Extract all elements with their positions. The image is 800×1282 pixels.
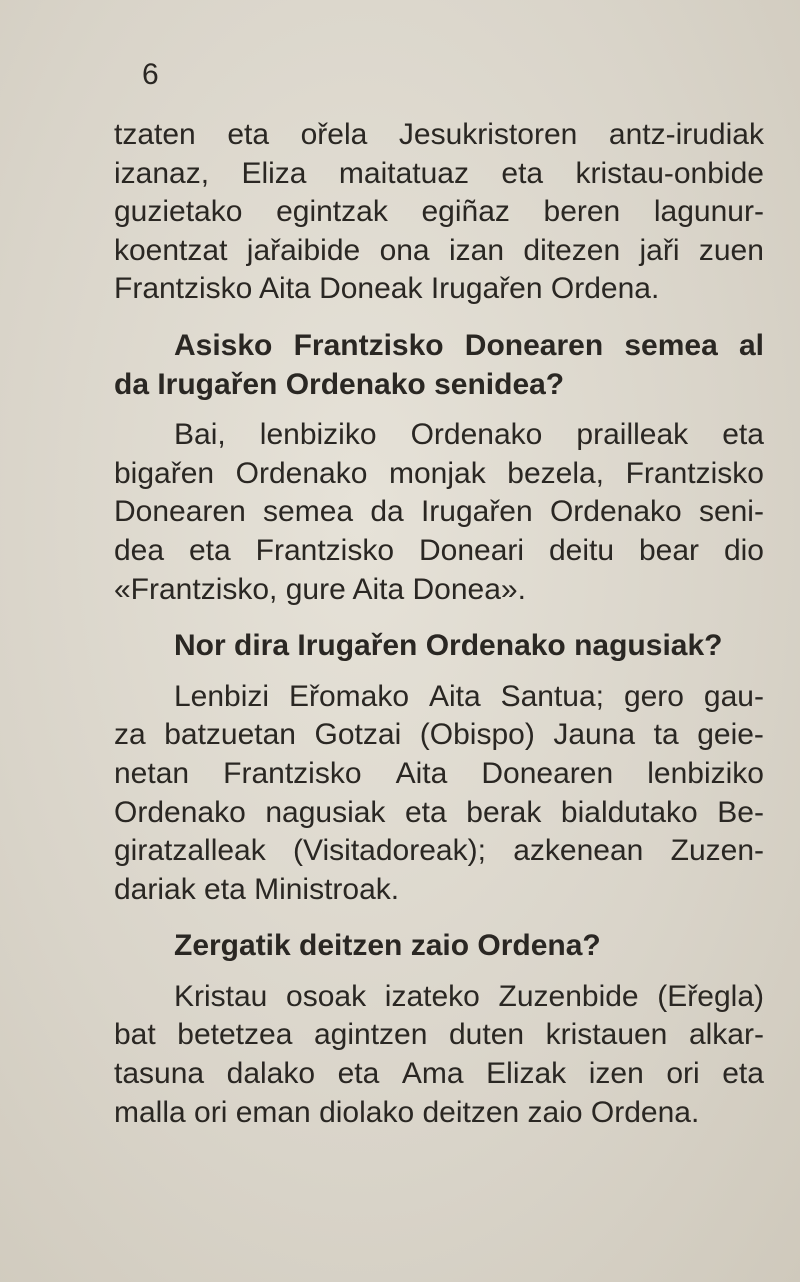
text-line: tasuna dalako eta Ama Elizak izen ori eta <box>114 1057 764 1091</box>
paragraph-gap <box>114 609 764 627</box>
text-line: «Frantzisko, gure Aita Donea». <box>114 572 526 606</box>
paragraph-gap <box>114 404 764 416</box>
text-line: Asisko Frantzisko Donearen semea al <box>174 328 764 362</box>
text-line: Donearen semea da Irugařen Ordenako seni- <box>114 495 764 529</box>
question-heading <box>114 327 764 404</box>
text-line: bigařen Ordenako monjak bezela, Frantzisko <box>114 456 764 490</box>
paragraph-gap <box>114 666 764 678</box>
text-line: za batzuetan Gotzai (Obispo) Jauna ta geie- <box>114 718 764 752</box>
text-line: Kristau osoak izateko Zuzenbide (Eřegla) <box>174 979 764 1013</box>
text-line: guzietako egintzak egiñaz beren lagunur- <box>114 195 764 229</box>
body-paragraph <box>114 116 764 309</box>
paragraph-gap <box>114 966 764 978</box>
body-paragraph <box>114 416 764 609</box>
page-text <box>114 116 764 1132</box>
text-line: koentzat jařaibide ona izan ditezen jaři zuen <box>114 233 764 267</box>
text-line: dariak eta Ministroak. <box>114 872 400 906</box>
text-line: Frantzisko Aita Doneak Irugařen Ordena. <box>114 272 660 306</box>
text-line: Lenbizi Eřomako Aita Santua; gero gau- <box>174 679 764 713</box>
text-line: tzaten eta ořela Jesukristoren antz-irudiak <box>114 118 764 151</box>
text-line: netan Frantzisko Aita Donearen lenbiziko <box>114 756 764 790</box>
paragraph-gap <box>114 309 764 327</box>
text-line: da Irugařen Ordenako senidea? <box>114 367 565 401</box>
question-heading <box>114 627 764 666</box>
text-line: malla ori eman diolako deitzen zaio Ordena. <box>114 1095 700 1129</box>
page-number: 6 <box>142 58 160 91</box>
text-line: dea eta Frantzisko Doneari deitu bear dio <box>114 533 764 567</box>
paragraph-gap <box>114 909 764 927</box>
question-heading <box>114 927 764 966</box>
text-line: giratzalleak (Visitadoreak); azkenean Zuzen- <box>114 834 764 868</box>
text-line: Nor dira Irugařen Ordenako nagusiak? <box>174 629 723 663</box>
body-paragraph <box>114 978 764 1132</box>
text-line: Ordenako nagusiak eta berak bialdutako Be- <box>114 795 764 829</box>
text-line: Bai, lenbiziko Ordenako prailleak eta <box>174 418 764 452</box>
text-line: izanaz, Eliza maitatuaz eta kristau-onbide <box>114 156 764 190</box>
text-line: Zergatik deitzen zaio Ordena? <box>174 929 601 963</box>
text-line: bat betetzea agintzen duten kristauen alkar- <box>114 1018 764 1052</box>
body-paragraph <box>114 678 764 910</box>
